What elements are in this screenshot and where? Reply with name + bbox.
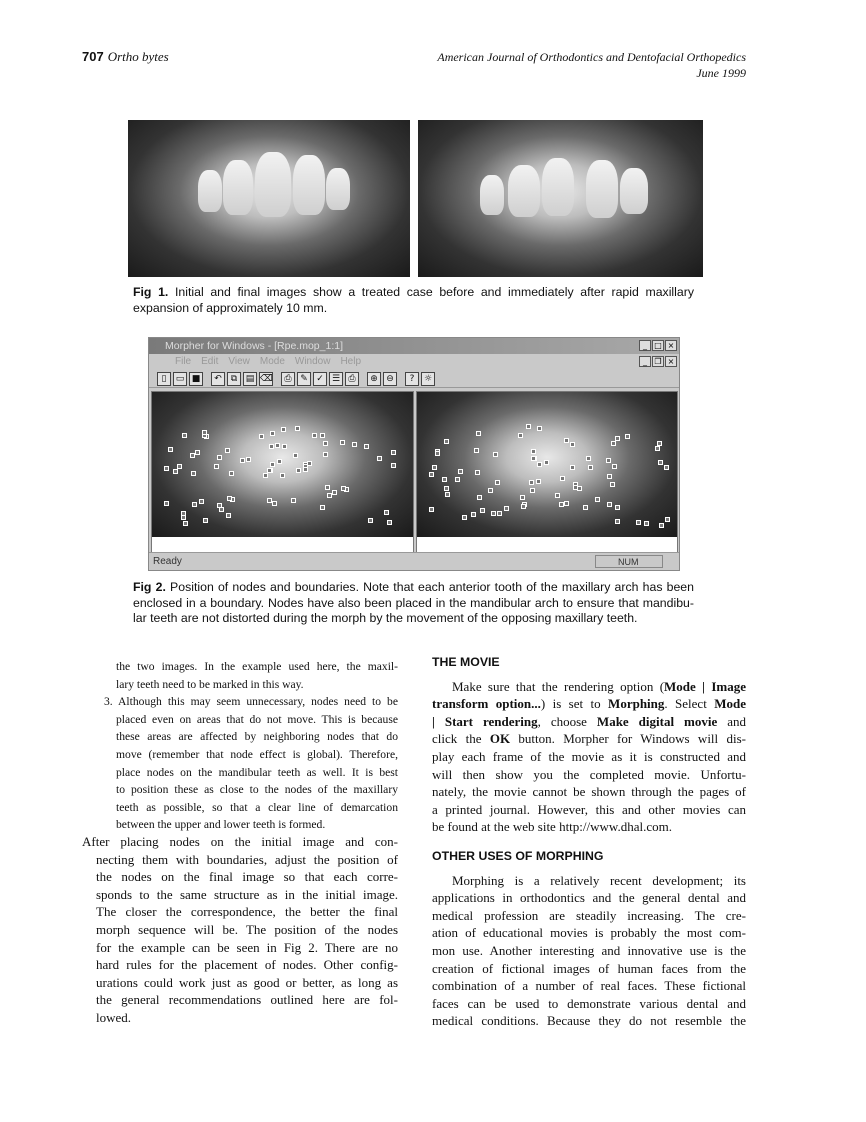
morph-node-marker[interactable]	[340, 440, 345, 445]
morph-node-marker[interactable]	[644, 521, 649, 526]
text-line: between the upper and lower teeth is formed.	[116, 818, 326, 832]
text-line: 3. Although this may seem unnecessary, nodes need to be	[104, 695, 398, 709]
morph-node-marker[interactable]	[432, 465, 437, 470]
text-line: move (remember that node effect is global). Therefore,	[116, 747, 398, 761]
text-line: After placing nodes on the initial image and con-	[82, 833, 398, 849]
morph-node-marker[interactable]	[199, 499, 204, 504]
zoom-in-icon[interactable]: ⊕	[367, 372, 381, 386]
text-line: lary teeth need to be marked in this way.	[116, 677, 304, 691]
help-icon[interactable]: ?	[405, 372, 419, 386]
caption-line: enclosed in a boundary. Nodes have also been placed in the mandibular arch to ensure that mandibu-	[133, 595, 694, 610]
morph-node-marker[interactable]	[229, 471, 234, 476]
morph-node-marker[interactable]	[491, 511, 496, 516]
morph-node-marker[interactable]	[332, 490, 337, 495]
morph-node-marker[interactable]	[595, 497, 600, 502]
morph-node-marker[interactable]	[480, 508, 485, 513]
morph-node-marker[interactable]	[275, 443, 280, 448]
morph-node-marker[interactable]	[203, 518, 208, 523]
morph-node-marker[interactable]	[246, 457, 251, 462]
morph-node-marker[interactable]	[606, 458, 611, 463]
fig2-label: Fig 2.	[133, 580, 166, 594]
morph-node-marker[interactable]	[391, 463, 396, 468]
text-line: faces can be used to demonstrate various dental and	[432, 995, 746, 1011]
doc-close-button[interactable]: ×	[665, 356, 677, 367]
morph-node-marker[interactable]	[537, 462, 542, 467]
body-paragraph	[82, 833, 398, 1027]
doc-restore-button[interactable]: ❐	[652, 356, 664, 367]
morph-node-marker[interactable]	[444, 439, 449, 444]
morph-node-marker[interactable]	[173, 469, 178, 474]
morph-node-marker[interactable]	[607, 474, 612, 479]
morph-node-marker[interactable]	[531, 449, 536, 454]
morph-node-marker[interactable]	[458, 469, 463, 474]
doc-minimize-button[interactable]: _	[639, 356, 651, 367]
morph-node-marker[interactable]	[202, 430, 207, 435]
fig1-caption	[133, 285, 694, 316]
morph-node-marker[interactable]	[177, 464, 182, 469]
undo-icon[interactable]: ↶	[211, 372, 225, 386]
tip-icon[interactable]: ☼	[421, 372, 435, 386]
copy-icon[interactable]: ⧉	[227, 372, 241, 386]
left-column	[82, 658, 398, 1026]
morph-node-marker[interactable]	[323, 441, 328, 446]
morpher-window	[148, 337, 680, 571]
right-column	[432, 654, 746, 1030]
section-heading-other-uses: OTHER USES OF MORPHING	[432, 848, 604, 863]
morph-node-marker[interactable]	[577, 486, 582, 491]
morph-node-marker[interactable]	[281, 427, 286, 432]
caption-line: expansion of approximately 10 mm.	[133, 300, 328, 315]
morph-node-marker[interactable]	[497, 511, 502, 516]
running-header-right	[437, 49, 746, 81]
morph-node-marker[interactable]	[442, 477, 447, 482]
running-header-left	[82, 49, 169, 65]
morph-node-marker[interactable]	[477, 495, 482, 500]
morph-node-marker[interactable]	[445, 492, 450, 497]
morph-node-marker[interactable]	[312, 433, 317, 438]
morph-node-marker[interactable]	[664, 465, 669, 470]
other-uses-paragraph	[432, 872, 746, 1030]
morph-node-marker[interactable]	[564, 438, 569, 443]
text-line: for the example can be seen in Fig 2. There are no	[96, 939, 398, 955]
morph-node-marker[interactable]	[435, 451, 440, 456]
movie-paragraph	[432, 678, 746, 836]
section-heading-movie: THE MOVIE	[432, 655, 500, 669]
morph-node-marker[interactable]	[280, 473, 285, 478]
morph-node-marker[interactable]	[615, 505, 620, 510]
text-line: morph sequence will be. The position of the nodes	[96, 921, 398, 937]
window-title: Morpher for Windows - [Rpe.mop_1:1]	[165, 340, 343, 352]
section-name: Ortho bytes	[107, 49, 169, 64]
text-line: sponds to the same structure as in the initial image.	[96, 886, 398, 902]
morph-node-marker[interactable]	[227, 496, 232, 501]
text-line: urations could work just as good or better, as long as	[96, 974, 398, 990]
window-titlebar	[149, 338, 679, 354]
morph-node-marker[interactable]	[488, 488, 493, 493]
text-line: be found at the web site http://www.dhal.com.	[432, 819, 672, 835]
morph-node-marker[interactable]	[570, 465, 575, 470]
text-line: necting them with boundaries, adjust the position of	[96, 851, 398, 867]
morph-node-marker[interactable]	[291, 498, 296, 503]
text-line: the general recommendations outlined here are fol-	[96, 992, 398, 1008]
morph-node-marker[interactable]	[282, 444, 287, 449]
morph-node-marker[interactable]	[495, 480, 500, 485]
zoom-out-icon[interactable]: ⊖	[383, 372, 397, 386]
erase-icon[interactable]: ⌫	[260, 373, 273, 384]
text-line: lowed.	[96, 1009, 132, 1025]
text-line: | Start rendering, choose Make digital movie and	[432, 713, 746, 729]
menu-file[interactable]: File	[175, 356, 192, 367]
morph-node-marker[interactable]	[181, 515, 186, 520]
morph-node-marker[interactable]	[615, 436, 620, 441]
text-line: The closer the correspondence, the better the final	[96, 904, 398, 920]
morph-node-marker[interactable]	[323, 452, 328, 457]
morph-node-marker[interactable]	[615, 519, 620, 524]
morph-node-marker[interactable]	[267, 468, 272, 473]
pen-icon[interactable]: ✎	[297, 372, 311, 386]
final-teeth-photo	[418, 120, 703, 277]
morph-node-marker[interactable]	[611, 441, 616, 446]
morph-node-marker[interactable]	[272, 501, 277, 506]
toolbar	[149, 370, 679, 388]
initial-image-pane[interactable]	[151, 391, 414, 553]
morph-node-marker[interactable]	[325, 485, 330, 490]
morph-node-marker[interactable]	[504, 506, 509, 511]
morph-node-marker[interactable]	[192, 502, 197, 507]
morph-node-marker[interactable]	[665, 517, 670, 522]
morph-node-marker[interactable]	[303, 467, 308, 472]
morph-node-marker[interactable]	[164, 466, 169, 471]
morph-node-marker[interactable]	[559, 502, 564, 507]
morph-node-marker[interactable]	[475, 470, 480, 475]
morph-node-marker[interactable]	[320, 505, 325, 510]
morph-node-marker[interactable]	[573, 485, 578, 490]
print-icon[interactable]: ⎙	[281, 372, 295, 386]
printer-icon[interactable]: ⎙	[345, 372, 359, 386]
text-line: will then show you the completed movie. Unfortu-	[432, 766, 746, 782]
morph-node-marker[interactable]	[625, 434, 630, 439]
text-line: these areas are affected by neighboring nodes that do	[116, 730, 398, 744]
morph-node-marker[interactable]	[225, 448, 230, 453]
text-line: place nodes on the mandibular teeth as well. It is best	[116, 765, 398, 779]
morph-node-marker[interactable]	[352, 442, 357, 447]
maximize-button[interactable]: □	[652, 340, 664, 351]
text-line: Make sure that the rendering option (Mode | Image	[452, 678, 746, 694]
text-line: hard rules for the placement of nodes. Other config-	[96, 957, 398, 973]
morph-node-marker[interactable]	[560, 476, 565, 481]
morph-node-marker[interactable]	[588, 465, 593, 470]
morph-node-marker[interactable]	[586, 456, 591, 461]
minimize-button[interactable]: _	[639, 340, 651, 351]
morph-node-marker[interactable]	[296, 468, 301, 473]
morph-node-marker[interactable]	[183, 521, 188, 526]
morph-node-marker[interactable]	[387, 520, 392, 525]
morph-node-marker[interactable]	[564, 501, 569, 506]
menu-edit[interactable]: Edit	[201, 356, 219, 367]
morph-node-marker[interactable]	[377, 456, 382, 461]
text-line: transform option...) is set to Morphing. Select Mode	[432, 696, 746, 712]
morph-node-marker[interactable]	[270, 462, 275, 467]
text-line: Morphing is a relatively recent development; its	[452, 872, 746, 888]
morph-node-marker[interactable]	[493, 452, 498, 457]
morph-node-marker[interactable]	[168, 447, 173, 452]
status-text: Ready	[153, 556, 182, 567]
caption-line: Position of nodes and boundaries. Note that each anterior tooth of the maxillary arch has been	[170, 580, 694, 594]
text-line: teeth as possible, so that a clear line of demarcation	[116, 800, 398, 814]
text-line: nately, the movie cannot be shown through the pages of	[432, 784, 746, 800]
text-line: to position these as close to the nodes of the maxillary	[116, 783, 398, 797]
morph-node-marker[interactable]	[384, 510, 389, 515]
morph-node-marker[interactable]	[259, 434, 264, 439]
menu-mode[interactable]: Mode	[259, 356, 285, 367]
morph-node-marker[interactable]	[462, 515, 467, 520]
menu-window[interactable]: Window	[294, 356, 331, 367]
morph-node-marker[interactable]	[219, 507, 224, 512]
morph-node-marker[interactable]	[607, 502, 612, 507]
fig1-label: Fig 1.	[133, 285, 169, 299]
morph-node-marker[interactable]	[277, 459, 282, 464]
close-button[interactable]: ×	[665, 340, 677, 351]
morph-node-marker[interactable]	[217, 455, 222, 460]
morph-node-marker[interactable]	[610, 482, 615, 487]
morph-node-marker[interactable]	[537, 426, 542, 431]
menu-bar	[149, 354, 679, 370]
morph-node-marker[interactable]	[270, 431, 275, 436]
morph-node-marker[interactable]	[529, 480, 534, 485]
caption-line: lar teeth are not distorted during the morph by the movement of the opposing maxillary teeth.	[133, 611, 638, 625]
text-line: mon use. Another interesting and innovative use is the	[432, 942, 746, 958]
morph-node-marker[interactable]	[531, 456, 536, 461]
morph-node-marker[interactable]	[217, 503, 222, 508]
text-line: the two images. In the example used here, the maxil-	[116, 660, 398, 673]
morph-node-marker[interactable]	[368, 518, 373, 523]
morph-node-marker[interactable]	[226, 513, 231, 518]
morph-node-marker[interactable]	[544, 460, 549, 465]
morph-node-marker[interactable]	[164, 501, 169, 506]
morph-node-marker[interactable]	[659, 523, 664, 528]
morph-node-marker[interactable]	[391, 450, 396, 455]
text-line: placed even on areas that do not move. This is because	[116, 712, 398, 726]
morph-node-marker[interactable]	[476, 431, 481, 436]
text-line: the nodes on the final image so that each corre-	[96, 869, 398, 885]
new-icon[interactable]: ▯	[157, 372, 171, 386]
morph-node-marker[interactable]	[214, 464, 219, 469]
final-image-pane[interactable]	[416, 391, 678, 553]
morph-node-marker[interactable]	[341, 486, 346, 491]
morph-node-marker[interactable]	[191, 471, 196, 476]
paste-icon[interactable]: ▤	[243, 372, 257, 386]
num-lock-indicator: NUM	[595, 555, 663, 568]
text-line: click the OK button. Morpher for Windows will dis-	[432, 731, 746, 747]
morph-node-marker[interactable]	[429, 472, 434, 477]
morph-node-marker[interactable]	[240, 458, 245, 463]
morph-node-marker[interactable]	[364, 444, 369, 449]
menu-view[interactable]: View	[228, 356, 250, 367]
morph-node-marker[interactable]	[295, 426, 300, 431]
morph-node-marker[interactable]	[536, 479, 541, 484]
morph-node-marker[interactable]	[269, 444, 274, 449]
text-line: medical profession are steadily increasing. The cre-	[432, 907, 746, 923]
fig2-caption	[133, 580, 694, 627]
morph-node-marker[interactable]	[520, 495, 525, 500]
text-line: combination of a number of real faces. These fictional	[432, 978, 746, 994]
morph-node-marker[interactable]	[655, 446, 660, 451]
morph-node-marker[interactable]	[636, 520, 641, 525]
text-line: a printed journal. However, this and other movies can	[432, 801, 746, 817]
morph-node-marker[interactable]	[612, 464, 617, 469]
morph-node-marker[interactable]	[658, 460, 663, 465]
morph-node-marker[interactable]	[555, 493, 560, 498]
numbered-list	[96, 658, 398, 834]
morph-node-marker[interactable]	[182, 433, 187, 438]
text-line: creation of fictional images of human faces from the	[432, 960, 746, 976]
morph-node-marker[interactable]	[518, 433, 523, 438]
morph-node-marker[interactable]	[263, 473, 268, 478]
save-icon[interactable]: ■	[189, 372, 203, 386]
caption-line: Initial and final images show a treated case before and immediately after rapid maxillary	[174, 285, 694, 299]
menu-help[interactable]: Help	[340, 356, 362, 367]
node-tool-icon[interactable]: ✓	[313, 372, 327, 386]
status-bar	[149, 552, 679, 570]
open-icon[interactable]: ▭	[173, 372, 187, 386]
morph-node-marker[interactable]	[444, 486, 449, 491]
morph-node-marker[interactable]	[474, 448, 479, 453]
text-line: play each frame of the movie as it is constructed and	[432, 748, 746, 764]
list-icon[interactable]: ☰	[329, 372, 343, 386]
morph-node-marker[interactable]	[521, 504, 526, 509]
morph-node-marker[interactable]	[195, 450, 200, 455]
morph-node-marker[interactable]	[526, 424, 531, 429]
morph-node-marker[interactable]	[320, 433, 325, 438]
text-line: ation of educational movies is probably the most com-	[432, 925, 746, 941]
morph-node-marker[interactable]	[429, 507, 434, 512]
text-line: applications in orthodontics and the general dental and	[432, 890, 746, 906]
page-number: 707	[82, 49, 104, 64]
morph-node-marker[interactable]	[293, 453, 298, 458]
initial-teeth-photo	[128, 120, 410, 277]
issue-date: June 1999	[696, 66, 746, 80]
morph-node-marker[interactable]	[455, 477, 460, 482]
morph-node-marker[interactable]	[471, 512, 476, 517]
text-line: medical conditions. Because they do not resemble the	[432, 1013, 746, 1029]
morph-node-marker[interactable]	[530, 488, 535, 493]
morph-node-marker[interactable]	[583, 505, 588, 510]
morph-node-marker[interactable]	[570, 442, 575, 447]
journal-name: American Journal of Orthodontics and Dentofacial Orthopedics	[437, 50, 746, 64]
